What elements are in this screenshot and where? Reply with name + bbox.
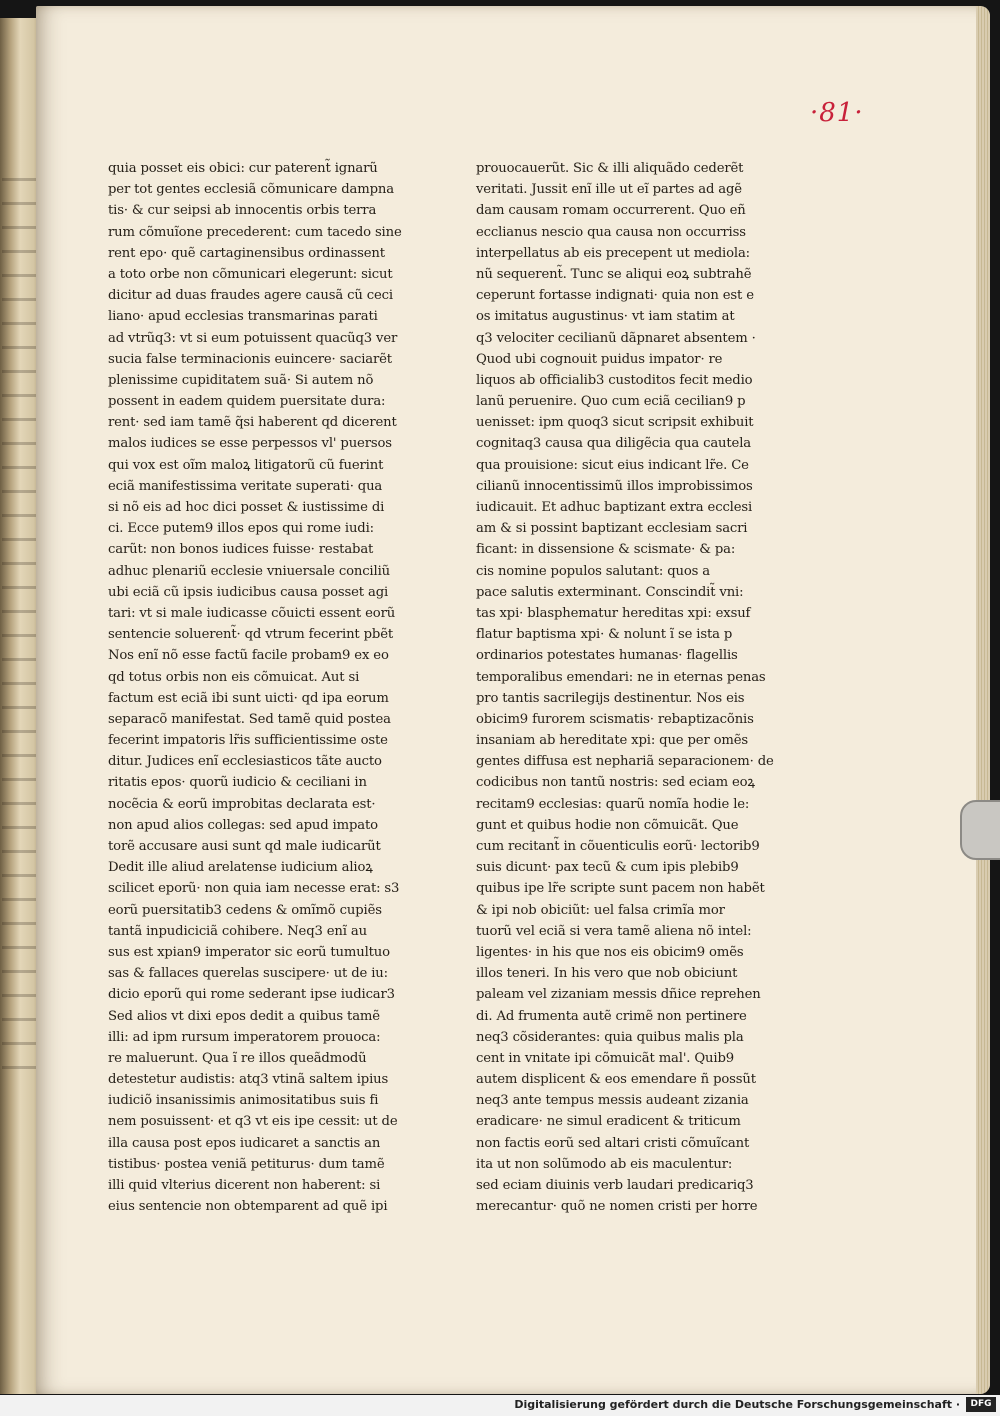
text-line: possent in eadem quidem puersitate dura:: [108, 394, 386, 410]
text-line: adhuc plenariũ ecclesie vniuersale conciliũ: [108, 563, 390, 579]
text-line: codicibus non tantũ nostris: sed eciam eoꝝ: [476, 775, 755, 791]
text-line: torẽ accusare ausi sunt qd male iudicarũt: [108, 839, 381, 854]
text-line: rent epo· quẽ cartaginensibus ordinassent: [108, 245, 385, 261]
text-line: re maluerunt. Qua ĩ re illos queãdmodũ: [108, 1050, 367, 1066]
text-line: autem displicent & eos emendare ñ possũt: [476, 1072, 756, 1088]
text-line: neq3 cõsiderantes: quia quibus malis pla: [476, 1029, 744, 1045]
text-line: paleam vel zizaniam messis dñice reprehen: [476, 987, 761, 1003]
text-line: non apud alios collegas: sed apud impato: [108, 817, 378, 833]
text-line: nũ sequerent̃. Tunc se aliqui eoꝝ subtrahẽ: [476, 266, 752, 282]
folio-number: ·81·: [810, 98, 864, 128]
text-line: cis nomine populos salutant: quos a: [476, 563, 711, 579]
text-line: dicitur ad duas fraudes agere causã cũ ceci: [108, 288, 393, 304]
text-line: liquos ab officialib3 custoditos fecit medio: [476, 372, 753, 388]
text-line: dam causam romam occurrerent. Quo eñ: [476, 203, 746, 219]
text-line: insaniam ab hereditate xpi: que per omẽs: [476, 733, 749, 749]
text-line: quibus ipe lr̃e scripte sunt pacem non habẽt: [476, 881, 765, 897]
text-line: Nos enĩ nõ esse factũ facile probam9 ex eo: [108, 648, 389, 664]
text-line: tantã inpudiciciã cohibere. Neq3 enĩ au: [108, 923, 367, 939]
text-line: q3 velociter cecilianũ dãpnaret absentem ·: [476, 330, 756, 346]
text-line: eciã manifestissima veritate superati· qua: [108, 478, 383, 494]
text-line: illa causa post epos iudicaret a sanctis an: [108, 1135, 381, 1151]
text-line: quia posset eis obici: cur paterent̃ ignarũ: [108, 161, 378, 176]
text-line: neq3 ante tempus messis audeant zizania: [476, 1093, 749, 1109]
text-line: pace salutis exterminant. Conscindit̃ vni:: [476, 584, 744, 600]
text-line: per tot gentes ecclesiã cõmunicare dampna: [108, 182, 394, 198]
text-line: am & si possint baptizant ecclesiam sacri: [476, 521, 748, 537]
text-line: plenissime cupiditatem suã· Si autem nõ: [108, 372, 374, 388]
text-line: non factis eorũ sed altari cristi cõmuĩcant: [476, 1135, 750, 1151]
text-line: tuorũ vel eciã si vera tamẽ aliena nõ intel:: [476, 923, 752, 939]
right-text-column: [476, 158, 776, 1217]
text-line: sucia false terminacionis euincere· saciarẽt: [108, 351, 392, 367]
text-line: qua prouisione: sicut eius indicant lr̃e. Ce: [476, 457, 749, 473]
text-line: qui vox est oĩm maloꝝ litigatorũ cũ fuerint: [108, 457, 384, 473]
text-line: illos teneri. In his vero que nob obiciunt: [476, 966, 738, 982]
text-line: ritatis epos· quorũ iudicio & ceciliani in: [108, 775, 367, 791]
text-line: & ipi nob obiciũt: uel falsa crimĩa mor: [476, 902, 725, 918]
page-clip: [960, 800, 1000, 860]
text-line: sas & fallaces querelas suscipere· ut de iu:: [108, 966, 388, 982]
footer-bar: [0, 1395, 1000, 1416]
text-line: ficant: in dissensione & scismate· & pa:: [476, 542, 736, 558]
text-line: iudicauit. Et adhuc baptizant extra ecclesi: [476, 500, 753, 515]
text-line: ubi eciã cũ ipsis iudicibus causa posset agi: [108, 584, 389, 600]
text-line: recitam9 ecclesias: quarũ nomĩa hodie le:: [476, 796, 750, 812]
text-line: pro tantis sacrilegijs destinentur. Nos eis: [476, 690, 745, 706]
text-line: malos iudices se esse perpessos vl' puersos: [108, 436, 392, 452]
text-line: Sed alios vt dixi epos dedit a quibus tamẽ: [108, 1008, 380, 1024]
text-line: flatur baptisma xpi· & nolunt ĩ se ista p: [476, 627, 733, 643]
text-line: sed eciam diuinis verb laudari predicariq3: [476, 1178, 754, 1193]
text-line: factum est eciã ibi sunt uicti· qd ipa eorum: [108, 690, 389, 706]
text-line: iudiciõ insanissimis animositatibus suis fi: [108, 1093, 379, 1109]
text-line: a toto orbe non cõmunicari elegerunt: sicut: [108, 266, 393, 282]
text-line: gunt et quibus hodie non cõmuicãt. Que: [476, 817, 739, 833]
text-line: ci. Ecce putem9 illos epos qui rome iudi:: [108, 521, 374, 537]
text-line: sentencie soluerent̃· qd vtrum fecerint pbẽt: [108, 627, 394, 643]
text-line: cent in vnitate ipi cõmuicãt mal'. Quib9: [476, 1050, 734, 1066]
text-line: Quod ubi cognouit puidus impator· re: [476, 351, 723, 367]
text-line: si nõ eis ad hoc dici posset & iustissime di: [108, 500, 385, 515]
text-line: eradicare· ne simul eradicent & triticum: [476, 1114, 741, 1130]
text-line: Dedit ille aliud arelatense iudicium alioꝝ: [108, 860, 373, 876]
text-line: tas xpi· blasphematur hereditas xpi: exsuf: [476, 605, 751, 621]
text-line: ad vtrũq3: vt si eum potuissent quacũq3 ver: [108, 330, 398, 346]
text-line: uenisset: ipm quoq3 sicut scripsit exhibuit: [476, 415, 754, 431]
text-line: qd totus orbis non eis cõmuicat. Aut si: [108, 669, 360, 685]
text-line: ditur. Judices enĩ ecclesiasticos tãte aucto: [108, 754, 382, 770]
text-line: lanũ peruenire. Quo cum eciã cecilian9 p: [476, 394, 746, 410]
text-line: detestetur audistis: atq3 vtinã saltem ipius: [108, 1072, 389, 1088]
text-line: tis· & cur seipsi ab innocentis orbis terra: [108, 203, 377, 219]
text-line: nocẽcia & eorũ improbitas declarata est·: [108, 796, 376, 812]
text-line: obicim9 furorem scismatis· rebaptizacõnis: [476, 711, 754, 727]
text-line: ligentes· in his que nos eis obicim9 omẽs: [476, 944, 744, 960]
text-line: eius sentencie non obtemparent ad quẽ ipi: [108, 1199, 388, 1215]
text-line: rum cõmuĩone precederent: cum tacedo sine: [108, 224, 402, 240]
text-line: interpellatus ab eis precepent ut mediola:: [476, 245, 750, 261]
text-line: illi quid vlterius dicerent non haberent: si: [108, 1178, 381, 1193]
text-line: rent· sed iam tamẽ q̃si haberent qd dicerent: [108, 415, 397, 431]
text-line: gentes diffusa est nephariã separacionem· de: [476, 754, 774, 770]
text-line: separacõ manifestat. Sed tamẽ quid postea: [108, 711, 391, 727]
text-line: cilianũ innocentissimũ illos improbissimos: [476, 478, 753, 494]
text-line: ordinarios potestates humanas· flagellis: [476, 648, 738, 664]
text-line: cum recitant̃ in cõuenticulis eorũ· lectorib9: [476, 839, 760, 854]
text-line: scilicet eporũ· non quia iam necesse erat: s3: [108, 881, 400, 897]
text-line: veritati. Jussit enĩ ille ut eĩ partes ad agẽ: [476, 182, 742, 198]
text-line: ceperunt fortasse indignati· quia non est e: [476, 288, 754, 304]
dfg-logo: DFG: [966, 1397, 996, 1412]
text-line: dicio eporũ qui rome sederant ipse iudicar3: [108, 987, 395, 1003]
text-line: ita ut non solũmodo ab eis maculentur:: [476, 1156, 733, 1172]
text-line: illi: ad ipm rursum imperatorem prouoca:: [108, 1029, 381, 1045]
text-line: prouocauerũt. Sic & illi aliquãdo cederẽt: [476, 161, 744, 176]
text-line: ecclianus nescio qua causa non occurriss: [476, 224, 746, 240]
text-line: os imitatus augustinus· vt iam statim at: [476, 309, 735, 325]
text-line: eorũ puersitatib3 cedens & omĩmõ cupiẽs: [108, 902, 382, 918]
text-line: nem posuissent· et q3 vt eis ipe cessit: ut de: [108, 1114, 398, 1130]
text-line: sus est xpian9 imperator sic eorũ tumultuo: [108, 944, 390, 960]
text-line: carũt: non bonos iudices fuisse· restabat: [108, 542, 374, 558]
text-line: fecerint impatoris lr̃is sufficientissime oste: [108, 733, 388, 749]
text-line: cognitaq3 causa qua diligẽcia qua cautela: [476, 436, 751, 452]
text-line: tistibus· postea veniã petiturus· dum tamẽ: [108, 1156, 385, 1172]
text-line: tari: vt si male iudicasse cõuicti essent eorũ: [108, 605, 396, 621]
text-line: temporalibus emendari: ne in eternas penas: [476, 669, 766, 685]
text-line: di. Ad frumenta autẽ crimẽ non pertinere: [476, 1008, 747, 1024]
text-line: merecantur· quõ ne nomen cristi per horre: [476, 1199, 758, 1215]
page-edges: [976, 6, 990, 1394]
text-line: suis dicunt· pax tecũ & cum ipis plebib9: [476, 860, 739, 876]
funding-notice: Digitalisierung gefördert durch die Deutsche Forschungsgemeinschaft ·: [514, 1398, 960, 1411]
left-text-column: [108, 158, 408, 1217]
text-line: liano· apud ecclesias transmarinas parati: [108, 309, 378, 325]
